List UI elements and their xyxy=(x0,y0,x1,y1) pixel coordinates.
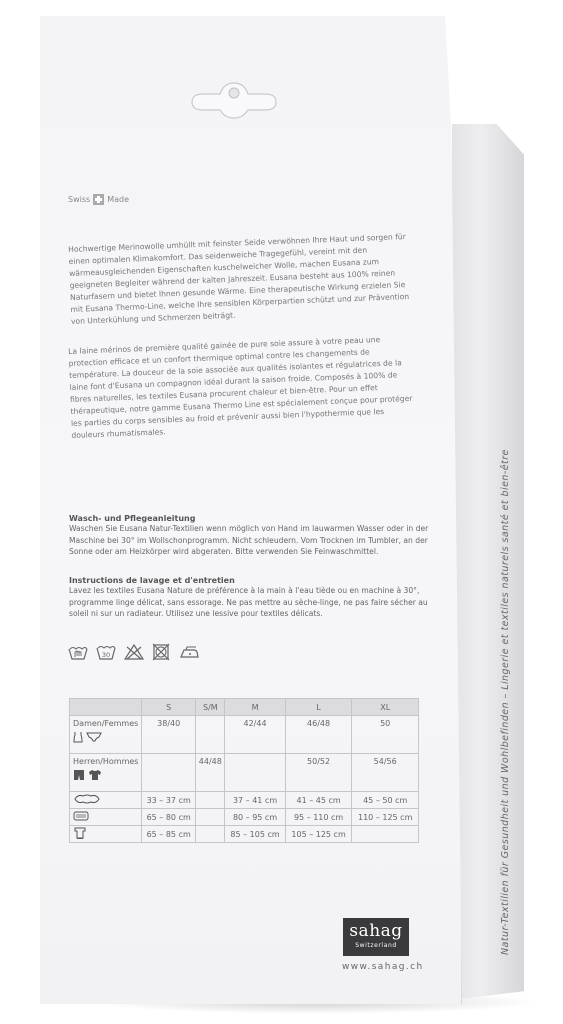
description-french: La laine mérinos de première qualité gainée de pure soie assure à votre peau une protection efficace et un confort thermique optimal contre les changements de température. La douceur de la soie associée aux qualités isolantes et régulatrices de la laine font d'Eusana un compagnon idéal durant la saison froide. Composés à 100% de fibres naturelles, les textiles Eusana procurent chaleur et bien-être. Pour un effet thérapeutique, notre gamme Eusana Thermo Line est spécialement conçue pour protéger les parties du corps sensibles au froid et prévenir aussi bien l'hypothermie que les douleurs rhumatismales. xyxy=(68,335,413,440)
briefs-icon xyxy=(86,731,102,743)
swiss-made-label-left: Swiss xyxy=(68,195,91,204)
row-label-kidney-warmer xyxy=(70,809,142,826)
table-row xyxy=(70,809,419,826)
size-cell: 50/52 xyxy=(285,754,352,792)
size-cell xyxy=(196,826,225,843)
logo-name: sahag xyxy=(349,921,403,941)
size-header-l: L xyxy=(285,699,352,716)
size-header-xl: XL xyxy=(352,699,419,716)
care-heading-german: Wasch- und Pflegeanleitung xyxy=(69,514,196,523)
size-cell: 110 – 125 cm xyxy=(352,809,419,826)
size-cell xyxy=(196,792,225,809)
size-cell: 95 – 110 cm xyxy=(285,809,352,826)
size-cell: 54/56 xyxy=(352,754,419,792)
tshirt-icon xyxy=(88,769,102,781)
row-label-bodywarmer xyxy=(70,826,142,843)
size-cell: 65 – 80 cm xyxy=(142,809,196,826)
size-cell: 44/48 xyxy=(196,754,225,792)
size-table xyxy=(69,698,419,843)
boxer-shorts-icon xyxy=(73,769,85,781)
size-cell xyxy=(225,754,285,792)
size-cell: 85 – 105 cm xyxy=(225,826,285,843)
box-front-panel xyxy=(40,16,462,1004)
table-row xyxy=(70,792,419,809)
table-row xyxy=(70,826,419,843)
size-cell: 38/40 xyxy=(142,716,196,754)
hanger-hole-icon xyxy=(184,80,284,122)
swiss-cross-icon xyxy=(93,194,104,205)
bodywarmer-icon xyxy=(73,826,87,840)
care-section-german xyxy=(69,514,429,558)
side-panel-slogan: Natur-Textilien für Gesundheit und Wohlbefinden – Lingerie et textiles naturels santé et bien-être xyxy=(500,449,511,955)
size-header-blank xyxy=(70,699,142,716)
website-url: www.sahag.ch xyxy=(342,962,424,972)
care-section-french xyxy=(69,576,429,620)
hand-wash-icon xyxy=(68,643,88,661)
row-label-men: Herren/Hommes xyxy=(70,754,142,792)
care-symbols xyxy=(68,643,200,661)
size-table-header xyxy=(70,699,419,716)
size-cell: 45 – 50 cm xyxy=(352,792,419,809)
wash-temp-label: 30 xyxy=(101,651,111,659)
size-cell: 41 – 45 cm xyxy=(285,792,352,809)
wash-30-icon xyxy=(96,643,116,661)
size-header-sm: S/M xyxy=(196,699,225,716)
no-bleach-icon xyxy=(124,643,144,661)
care-text-french: Lavez les textiles Eusana Nature de préférence à la main à l'eau tiède ou en machine à 30°, programme linge délicat, sans essorage. Ne pas mettre au sèche-linge, ne pas faire sécher au soleil ni sur un radiateur. Utilisez une lessive pour textiles délicats. xyxy=(69,586,428,618)
logo-subtitle: Switzerland xyxy=(355,942,397,949)
size-cell: 50 xyxy=(352,716,419,754)
iron-icon xyxy=(178,643,200,661)
size-cell: 42/44 xyxy=(225,716,285,754)
kidney-warmer-icon xyxy=(73,810,89,822)
size-cell: 105 – 125 cm xyxy=(285,826,352,843)
table-row xyxy=(70,716,419,754)
care-text-german: Waschen Sie Eusana Natur-Textilien wenn möglich von Hand im lauwarmen Wasser oder in der Maschine bei 30° im Wollschonprogramm. Nicht schleudern. Vom Trocknen im Tumbler, an der Sonne oder am Heizkörper wird abgeraten. Bitte verwenden Sie Feinwaschmittel. xyxy=(69,524,429,556)
size-cell: 65 – 85 cm xyxy=(142,826,196,843)
swiss-made-label-right: Made xyxy=(107,195,129,204)
sahag-logo xyxy=(343,918,409,956)
size-header-m: M xyxy=(225,699,285,716)
swiss-made-mark xyxy=(68,194,129,205)
box-side-panel xyxy=(452,124,524,1000)
size-cell xyxy=(196,809,225,826)
description-german: Hochwertige Merinowolle umhüllt mit feinster Seide verwöhnen Ihre Haut und sorgen für einen optimalen Klimakomfort. Das seidenweiche Tragegefühl, vereint mit den wärmeausgleichenden Eigenschaften kuschelweicher Wolle, machen Eusana zum geeigneten Begleiter während der kalten Jahreszeit. Eusana besteht aus 100% reinen Naturfasern und bietet Ihnen gesunde Wärme. Eine therapeutische Wirkung erzielen Sie mit Eusana Thermo-Line, welche Ihre sensiblen Körperpartien schützt und zur Prävention von Unterkühlung und Schmerzen beiträgt. xyxy=(68,232,410,326)
row-label-women: Damen/Femmes xyxy=(70,716,142,754)
size-cell: 37 – 41 cm xyxy=(225,792,285,809)
row-label-shoulder-warmer xyxy=(70,792,142,809)
shoulder-warmer-icon xyxy=(73,793,101,805)
size-cell xyxy=(196,716,225,754)
size-cell: 33 – 37 cm xyxy=(142,792,196,809)
size-cell: 46/48 xyxy=(285,716,352,754)
care-heading-french: Instructions de lavage et d'entretien xyxy=(69,576,235,585)
size-cell: 80 – 95 cm xyxy=(225,809,285,826)
no-tumble-dry-icon xyxy=(152,643,170,661)
size-cell xyxy=(142,754,196,792)
size-header-s: S xyxy=(142,699,196,716)
table-row xyxy=(70,754,419,792)
size-cell xyxy=(352,826,419,843)
camisole-icon xyxy=(73,731,83,743)
